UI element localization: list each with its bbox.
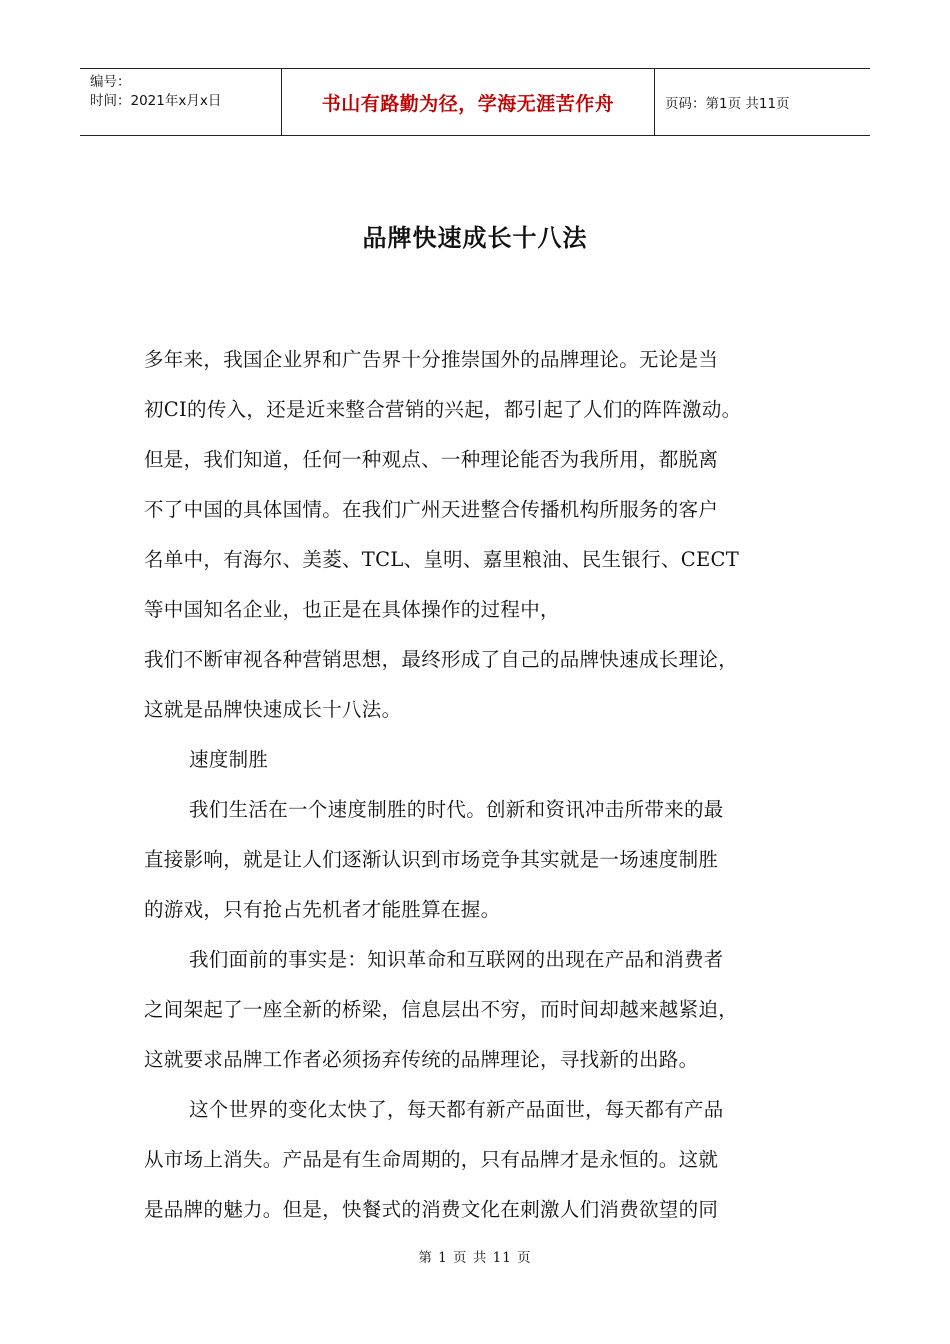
- body-line: 等中国知名企业，也正是在具体操作的过程中，: [144, 598, 560, 621]
- body-line: 我们面前的事实是：知识革命和互联网的出现在产品和消费者: [189, 948, 724, 971]
- body-line: 多年来，我国企业界和广告界十分推崇国外的品牌理论。无论是当: [144, 348, 719, 371]
- document-header: [80, 68, 870, 136]
- header-meta-cell: [80, 69, 282, 135]
- page-info: 页码：第1页 共11页: [665, 96, 790, 112]
- body-line: 名单中，有海尔、美菱、TCL、皇明、嘉里粮油、民生银行、CECT: [144, 548, 740, 571]
- body-line: 我们生活在一个速度制胜的时代。创新和资讯冲击所带来的最: [189, 798, 724, 821]
- time-label: 时间：2021年x月x日: [90, 93, 222, 109]
- section-heading: 速度制胜: [189, 748, 269, 771]
- page-footer: 第 1 页 共 11 页: [418, 1250, 532, 1266]
- body-line: 是品牌的魅力。但是，快餐式的消费文化在刺激人们消费欲望的同: [144, 1198, 719, 1221]
- number-label: 编号：: [90, 74, 131, 90]
- document-body: [144, 335, 824, 1235]
- body-line: 直接影响，就是让人们逐渐认识到市场竞争其实就是一场速度制胜: [144, 848, 719, 871]
- body-line: 但是，我们知道，任何一种观点、一种理论能否为我所用，都脱离: [144, 448, 719, 471]
- body-line: 之间架起了一座全新的桥梁，信息层出不穷，而时间却越来越紧迫，: [144, 998, 739, 1021]
- document-title: 品牌快速成长十八法: [362, 224, 588, 252]
- body-line: 这就要求品牌工作者必须扬弃传统的品牌理论，寻找新的出路。: [144, 1048, 699, 1071]
- body-line: 这就是品牌快速成长十八法。: [144, 698, 402, 721]
- motto-text: 书山有路勤为径，学海无涯苦作舟: [321, 92, 615, 115]
- body-line: 不了中国的具体国情。在我们广州天进整合传播机构所服务的客户: [144, 498, 719, 521]
- body-line: 这个世界的变化太快了，每天都有新产品面世，每天都有产品: [189, 1098, 724, 1121]
- body-line: 的游戏，只有抢占先机者才能胜算在握。: [144, 898, 501, 921]
- body-line: 初CI的传入，还是近来整合营销的兴起，都引起了人们的阵阵激动。: [144, 398, 742, 421]
- header-motto-cell: [282, 69, 655, 135]
- header-page-cell: [655, 69, 870, 135]
- body-line: 从市场上消失。产品是有生命周期的，只有品牌才是永恒的。这就: [144, 1148, 719, 1171]
- body-line: 我们不断审视各种营销思想，最终形成了自己的品牌快速成长理论，: [144, 648, 739, 671]
